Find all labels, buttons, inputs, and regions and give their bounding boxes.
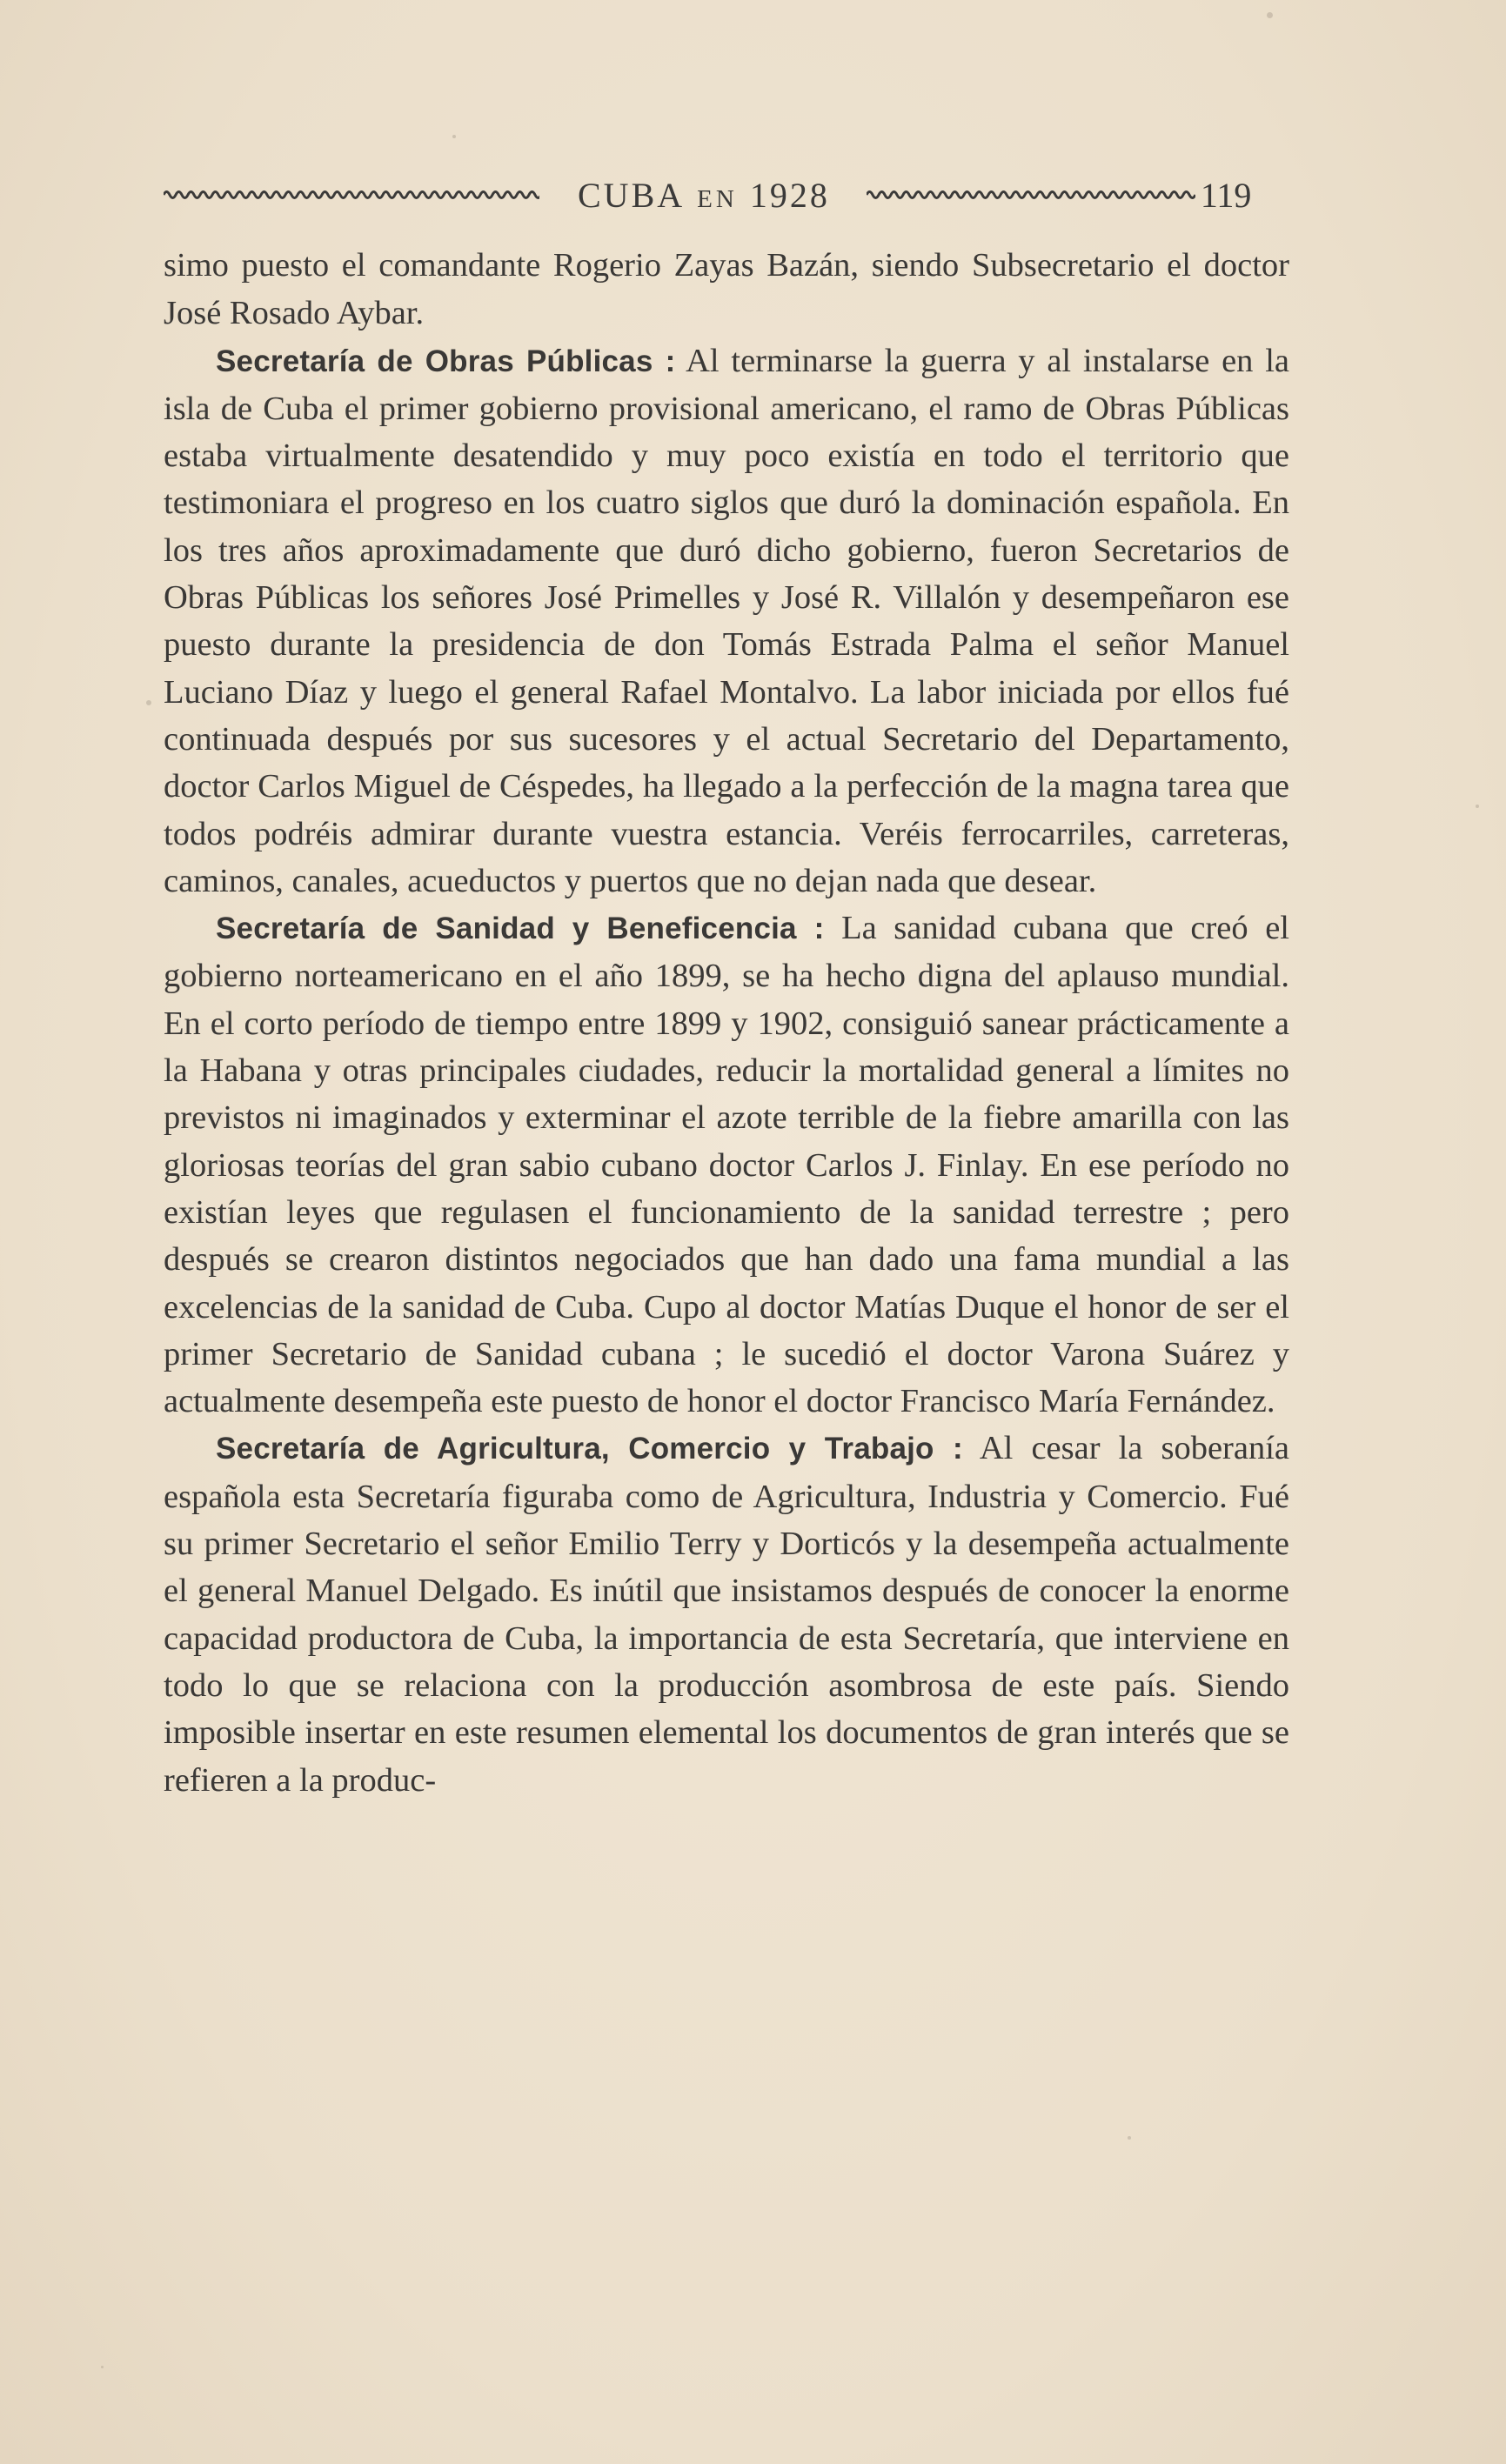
paper-speck <box>452 135 456 138</box>
paragraph-text: Al terminarse la guerra y al instalarse en la isla de Cuba el primer gobierno provisional americano, el ramo de Obras Públicas estaba virtualmente desatendido y muy poco existía en todo el territorio que testimoniara el progreso en los cuatro siglos que duró la dominación española. En los tres años aproximadamente que duró dicho gobierno, fueron Secretarios de Obras Públicas los señores José Primelles y José R. Villalón y desempeñaron ese puesto durante la presidencia de don Tomás Estrada Palma el señor Manuel Luciano Díaz y luego el general Rafael Montalvo. La labor iniciada por ellos fué continuada después por sus sucesores y el actual Secretario del Departamento, doctor Carlos Miguel de Céspedes, ha llegado a la perfección de la magna tarea que todos podréis admirar durante vuestra estancia. Veréis ferrocarriles, carreteras, caminos, canales, acueductos y puertos que no dejan nada que desear. <box>164 342 1289 899</box>
paragraph-text: simo puesto el comandante Rogerio Zayas Bazán, siendo Subsecretario el doctor José Rosado Aybar. <box>164 247 1289 332</box>
paragraph-text: Al cesar la soberanía española esta Secretaría figuraba como de Agricultura, Industria y Comercio. Fué su primer Secretario el señor Emilio Terry y Dorticós y la desempeña actualmente el general Manuel Delgado. Es inútil que insistamos después de conocer la enorme capacidad productora de Cuba, la importancia de esta Secretaría, que interviene en todo lo que se relaciona con la producción asombrosa de este país. Siendo imposible insertar en este resumen elemental los documentos de gran interés que se refieren a la produc- <box>164 1430 1290 1799</box>
paper-speck <box>1267 12 1273 18</box>
wavy-rule-ornament-left <box>164 186 539 204</box>
wavy-rule-ornament-right <box>867 186 1195 204</box>
paragraph-continuation <box>164 242 1289 337</box>
paper-speck <box>146 700 151 705</box>
page-number: 119 <box>1200 175 1252 215</box>
paragraph-text: La sanidad cubana que creó el gobierno norteamericano en el año 1899, se ha hecho digna del aplauso mundial. En el corto período de tiempo entre 1899 y 1902, consiguió sanear prácticamente a la Habana y otras principales ciudades, reducir la mortalidad general a límites no previstos ni imaginados y exterminar el azote terrible de la fiebre amarilla con las gloriosas teorías del gran sabio cubano doctor Carlos J. Finlay. En ese período no existían leyes que regulasen el funcionamiento de la sanidad terrestre ; pero después se crearon distintos negociados que han dado una fama mundial a las excelencias de la sanidad de Cuba. Cupo al doctor Matías Duque el honor de ser el primer Secretario de Sanidad cubana ; le sucedió el doctor Varona Suárez y actualmente desempeña este puesto de honor el doctor Francisco María Fernández. <box>164 910 1289 1420</box>
paper-speck <box>1476 805 1479 808</box>
paragraph-agricultura <box>164 1425 1289 1803</box>
running-header <box>164 170 1288 219</box>
paragraph-lead: Secretaría de Agricultura, Comercio y Trabajo : <box>216 1432 963 1466</box>
paper-speck <box>1128 2136 1131 2140</box>
paragraph-obras-publicas <box>164 337 1289 905</box>
paragraph-lead: Secretaría de Obras Públicas : <box>216 344 676 378</box>
running-title-main: CUBA <box>578 175 686 215</box>
paragraph-lead: Secretaría de Sanidad y Beneficencia : <box>216 911 825 946</box>
running-title-en: EN <box>697 184 738 213</box>
running-title-year: 1928 <box>749 175 830 215</box>
body-text <box>164 242 1289 1804</box>
paragraph-sanidad <box>164 905 1289 1425</box>
paper-speck <box>101 2366 104 2368</box>
running-title <box>578 175 830 216</box>
